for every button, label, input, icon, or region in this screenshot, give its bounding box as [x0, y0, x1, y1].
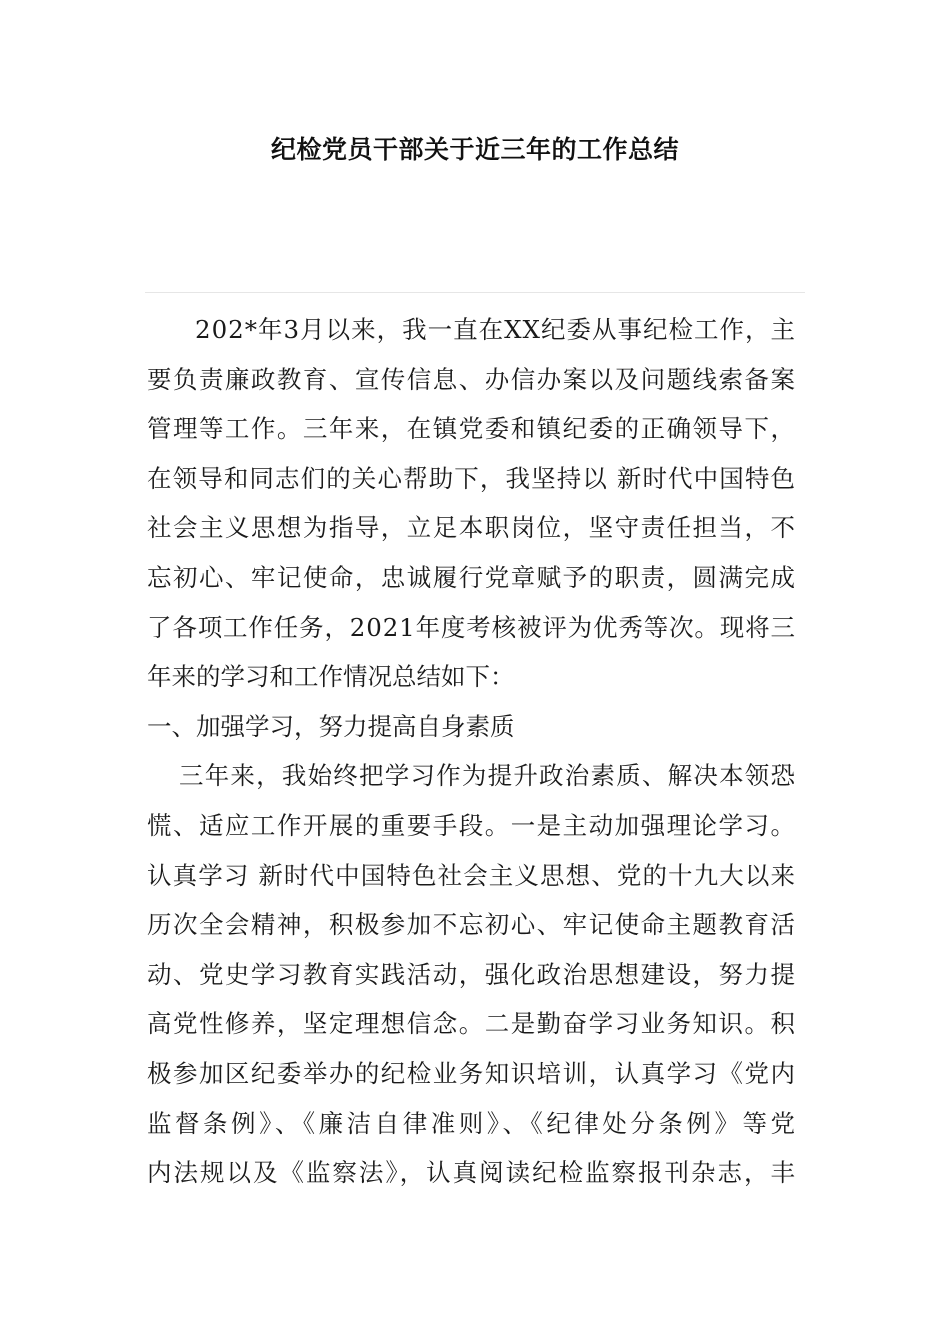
- body-line-15: 高党性修养，坚定理想信念。二是勤奋学习业务知识。积: [147, 1009, 797, 1039]
- body-line-18: 内法规以及《监察法》，认真阅读纪检监察报刊杂志，丰: [147, 1158, 797, 1188]
- body-line-12: 认真学习 新时代中国特色社会主义思想、党的十九大以来: [147, 860, 797, 890]
- body-line-1: 202*年3月以来，我一直在XX纪委从事纪检工作，主: [195, 315, 796, 344]
- body-line-11: 慌、适应工作开展的重要手段。一是主动加强理论学习。: [147, 811, 797, 840]
- section-heading-1: 一、加强学习，努力提高自身素质: [147, 711, 515, 741]
- body-line-10: 三年来，我始终把学习作为提升政治素质、解决本领恐: [179, 761, 797, 791]
- document-title: 纪检党员干部关于近三年的工作总结: [270, 135, 679, 164]
- body-line-13: 历次全会精神，积极参加不忘初心、牢记使命主题教育活: [147, 910, 797, 940]
- body-line-7: 了各项工作任务，2021年度考核被评为优秀等次。现将三: [147, 612, 796, 642]
- body-line-8: 年来的学习和工作情况总结如下：: [147, 662, 515, 692]
- body-line-2: 要负责廉政教育、宣传信息、办信办案以及问题线索备案: [147, 364, 797, 394]
- title-divider: [145, 292, 805, 293]
- body-line-5: 社会主义思想为指导，立足本职岗位，坚守责任担当，不: [147, 513, 797, 543]
- body-line-3: 管理等工作。三年来，在镇党委和镇纪委的正确领导下，: [147, 414, 797, 444]
- body-line-14: 动、党史学习教育实践活动，强化政治思想建设，努力提: [147, 959, 797, 989]
- body-line-6: 忘初心、牢记使命，忠诚履行党章赋予的职责，圆满完成: [147, 563, 797, 592]
- body-line-17: 监督条例》、《廉洁自律准则》、《纪律处分条例》等党: [147, 1108, 799, 1138]
- body-line-4: 在领导和同志们的关心帮助下，我坚持以 新时代中国特色: [147, 463, 797, 493]
- body-line-16: 极参加区纪委举办的纪检业务知识培训，认真学习《党内: [147, 1059, 797, 1088]
